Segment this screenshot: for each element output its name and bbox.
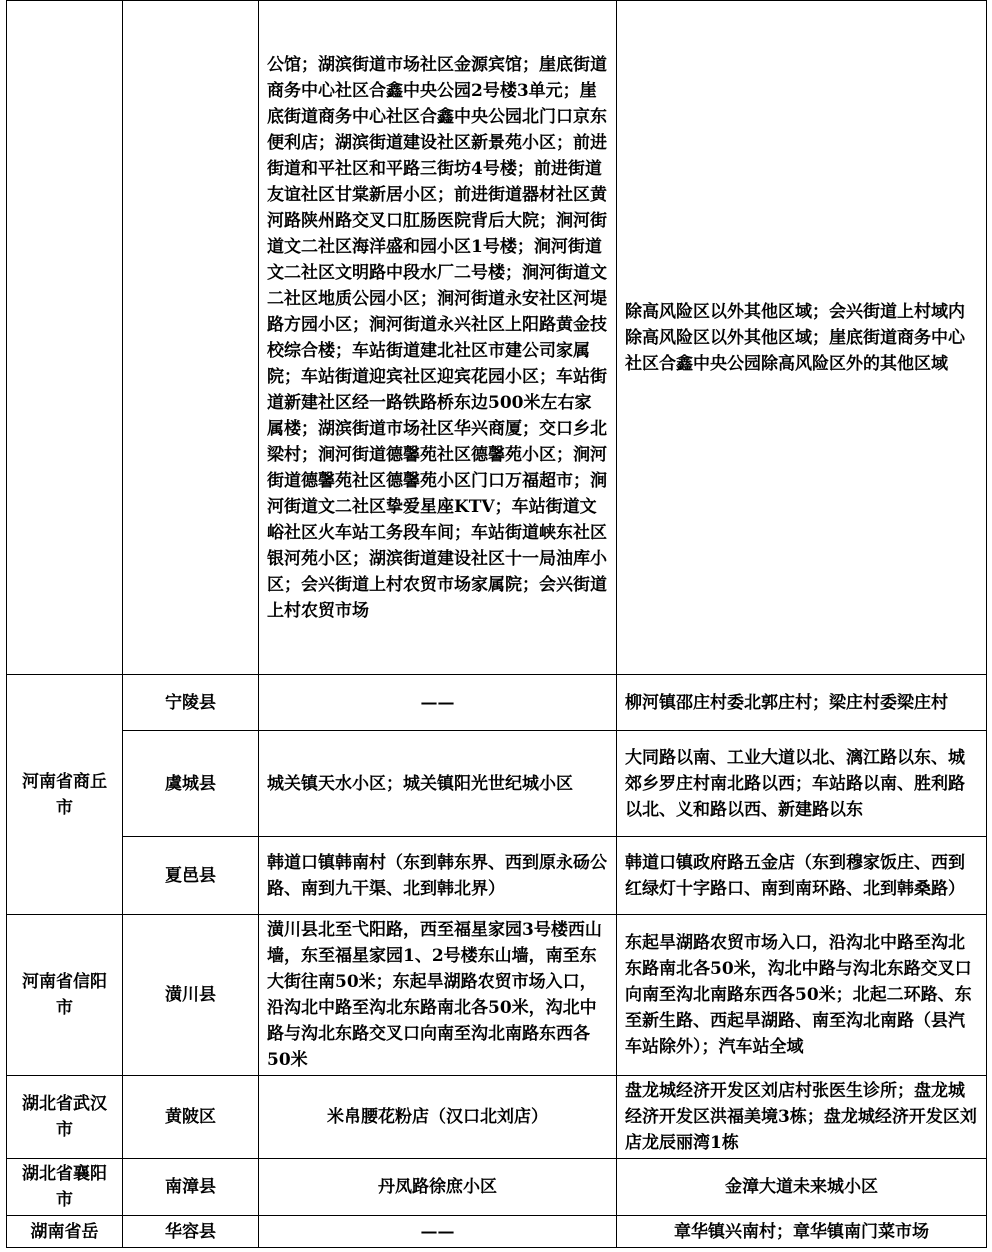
city-cell: 湖北省襄阳市 <box>7 1159 123 1216</box>
high-risk-cell: 丹凤路徐庶小区 <box>259 1159 617 1216</box>
high-risk-cell: —— <box>259 1216 617 1248</box>
table-row <box>7 837 987 915</box>
table-row <box>7 731 987 837</box>
county-cell: 黄陂区 <box>123 1076 259 1159</box>
city-cell <box>7 1 123 675</box>
county-cell: 华容县 <box>123 1216 259 1248</box>
city-cell: 湖北省武汉市 <box>7 1076 123 1159</box>
medium-risk-cell: 金漳大道未来城小区 <box>617 1159 987 1216</box>
medium-risk-cell: 章华镇兴南村；章华镇南门菜市场 <box>617 1216 987 1248</box>
medium-risk-cell: 柳河镇邵庄村委北郭庄村；梁庄村委梁庄村 <box>617 675 987 731</box>
risk-area-table <box>6 0 987 1248</box>
county-cell: 夏邑县 <box>123 837 259 915</box>
high-risk-cell: 韩道口镇韩南村（东到韩东界、西到原永砀公路、南到九干渠、北到韩北界） <box>259 837 617 915</box>
medium-risk-cell: 韩道口镇政府路五金店（东到穆家饭庄、西到红绿灯十字路口、南到南环路、北到韩桑路） <box>617 837 987 915</box>
table-row <box>7 1076 987 1159</box>
city-cell: 河南省信阳市 <box>7 915 123 1076</box>
county-cell: 潢川县 <box>123 915 259 1076</box>
high-risk-cell: 公馆；湖滨街道市场社区金源宾馆；崖底街道商务中心社区合鑫中央公园2号楼3单元；崖底街道商务中心社区合鑫中央公园北门口京东便利店；湖滨街道建设社区新景苑小区；前进街道和平社区和平路三街坊4号楼；前进街道友谊社区甘棠新居小区；前进街道器材社区黄河路陕州路交叉口肛肠医院背后大院；涧河街道文二社区海洋盛和园小区1号楼；涧河街道文二社区文明路中段水厂二号楼；涧河街道文二社区地质公园小区；涧河街道永安社区河堤路方园小区；涧河街道永兴社区上阳路黄金技校综合楼；车站街道建北社区市建公司家属院；车站街道迎宾社区迎宾花园小区；车站街道新建社区经一路铁路桥东边500米左右家属楼；湖滨街道市场社区华兴商厦；交口乡北梁村；涧河街道德馨苑社区德馨苑小区；涧河街道德馨苑社区德馨苑小区门口万福超市；涧河街道文二社区挚爱星座KTV；车站街道文峪社区火车站工务段车间；车站街道峡东社区银河苑小区；湖滨街道建设社区十一局油库小区；会兴街道上村农贸市场家属院；会兴街道上村农贸市场 <box>259 1 617 675</box>
table-row <box>7 1216 987 1248</box>
medium-risk-cell: 大同路以南、工业大道以北、漓江路以东、城郊乡罗庄村南北路以西；车站路以南、胜利路以北、义和路以西、新建路以东 <box>617 731 987 837</box>
county-cell: 虞城县 <box>123 731 259 837</box>
table-row <box>7 915 987 1076</box>
county-cell: 南漳县 <box>123 1159 259 1216</box>
table-row <box>7 1 987 675</box>
high-risk-cell: 米帛腰花粉店（汉口北刘店） <box>259 1076 617 1159</box>
city-cell: 河南省商丘市 <box>7 675 123 915</box>
medium-risk-cell: 盘龙城经济开发区刘店村张医生诊所；盘龙城经济开发区洪福美境3栋；盘龙城经济开发区刘店龙辰丽湾1栋 <box>617 1076 987 1159</box>
county-cell: 宁陵县 <box>123 675 259 731</box>
table-row <box>7 1159 987 1216</box>
medium-risk-cell: 除高风险区以外其他区域；会兴街道上村域内除高风险区以外其他区域；崖底街道商务中心社区合鑫中央公园除高风险区外的其他区域 <box>617 1 987 675</box>
high-risk-cell: —— <box>259 675 617 731</box>
high-risk-cell: 城关镇天水小区；城关镇阳光世纪城小区 <box>259 731 617 837</box>
high-risk-cell: 潢川县北至弋阳路，西至福星家园3号楼西山墙，东至福星家园1、2号楼东山墙，南至东大街往南50米；东起旱湖路农贸市场入口，沿沟北中路至沟北东路南北各50米，沟北中路与沟北东路交叉口向南至沟北南路东西各50米 <box>259 915 617 1076</box>
medium-risk-cell: 东起旱湖路农贸市场入口，沿沟北中路至沟北东路南北各50米，沟北中路与沟北东路交叉口向南至沟北南路东西各50米；北起二环路、东至新生路、西起旱湖路、南至沟北南路（县汽车站除外）；汽车站全域 <box>617 915 987 1076</box>
city-cell: 湖南省岳 <box>7 1216 123 1248</box>
table-row <box>7 675 987 731</box>
county-cell <box>123 1 259 675</box>
